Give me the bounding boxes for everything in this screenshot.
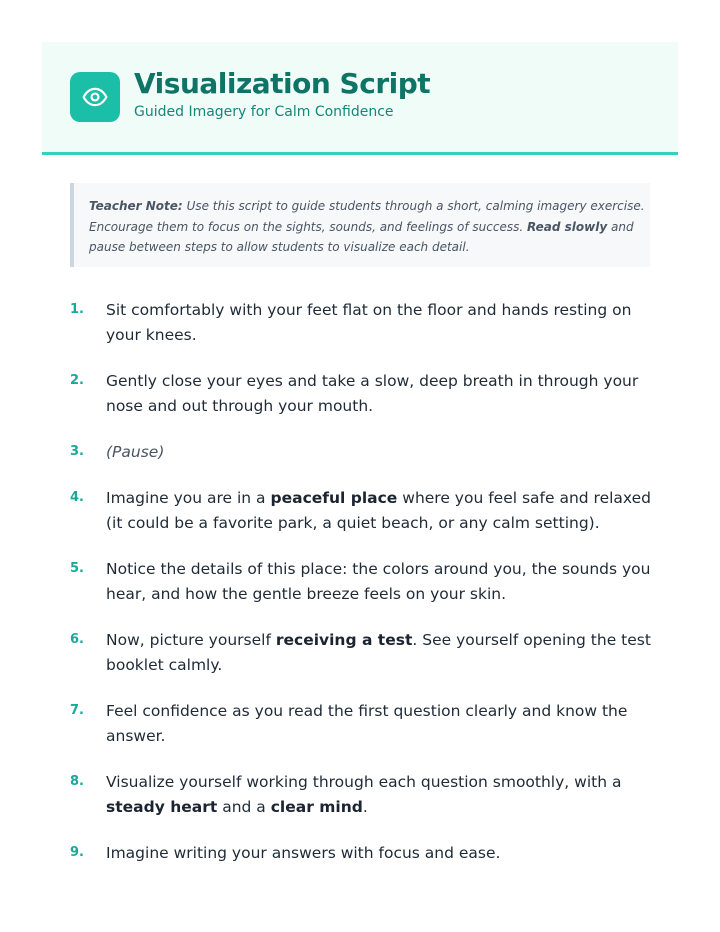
step-text: Sit comfortably with your feet flat on the floor and hands resting on your knees. xyxy=(106,301,632,344)
step-item xyxy=(70,770,660,820)
step-text: Gently close your eyes and take a slow, deep breath in through your nose and out through your mouth. xyxy=(106,372,639,415)
step-text: Feel confidence as you read the first question clearly and know the answer. xyxy=(106,702,628,745)
step-number: 5. xyxy=(70,561,84,576)
step-number: 9. xyxy=(70,845,84,860)
teacher-note xyxy=(70,183,650,267)
steps-list xyxy=(70,298,660,887)
emphasis: clear mind xyxy=(270,798,363,816)
step-number: 6. xyxy=(70,632,84,647)
step-text: Now, picture yourself receiving a test. See yourself opening the test booklet calmly. xyxy=(106,631,651,674)
eye-icon xyxy=(70,72,120,122)
step-number: 8. xyxy=(70,774,84,789)
teacher-note-body-end: and pause between steps to allow students to visualize each detail. xyxy=(89,219,634,254)
step-number: 2. xyxy=(70,373,84,388)
emphasis: steady heart xyxy=(106,798,218,816)
teacher-note-emphasis: Read slowly xyxy=(527,219,608,234)
emphasis: peaceful place xyxy=(270,489,398,507)
step-text: (Pause) xyxy=(106,443,165,461)
step-item xyxy=(70,369,660,419)
step-text: Visualize yourself working through each question smoothly, with a steady heart and a clear mind. xyxy=(106,773,622,816)
step-item xyxy=(70,699,660,749)
teacher-note-body: Use this script to guide students through a short, calming imagery exercise. Encourage them to focus on the sights, sounds, and feelings of success. xyxy=(89,199,645,234)
step-number: 4. xyxy=(70,490,84,505)
step-item xyxy=(70,298,660,348)
emphasis: receiving a test xyxy=(275,631,413,649)
step-number: 3. xyxy=(70,444,84,459)
step-item xyxy=(70,557,660,607)
step-text: Notice the details of this place: the colors around you, the sounds you hear, and how the gentle breeze feels on your skin. xyxy=(106,560,651,603)
step-text: Imagine writing your answers with focus and ease. xyxy=(106,844,501,862)
teacher-note-text xyxy=(89,196,650,258)
page-subtitle: Guided Imagery for Calm Confidence xyxy=(134,104,394,120)
page-title: Visualization Script xyxy=(134,67,431,100)
step-number: 1. xyxy=(70,302,84,317)
step-number: 7. xyxy=(70,703,84,718)
step-item xyxy=(70,628,660,678)
document-header xyxy=(42,42,678,155)
teacher-note-label: Teacher Note: xyxy=(89,199,183,213)
step-item xyxy=(70,486,660,536)
step-item xyxy=(70,440,660,465)
step-text: Imagine you are in a peaceful place where you feel safe and relaxed (it could be a favorite park, a quiet beach, or any calm setting). xyxy=(106,489,651,532)
step-item xyxy=(70,841,660,866)
